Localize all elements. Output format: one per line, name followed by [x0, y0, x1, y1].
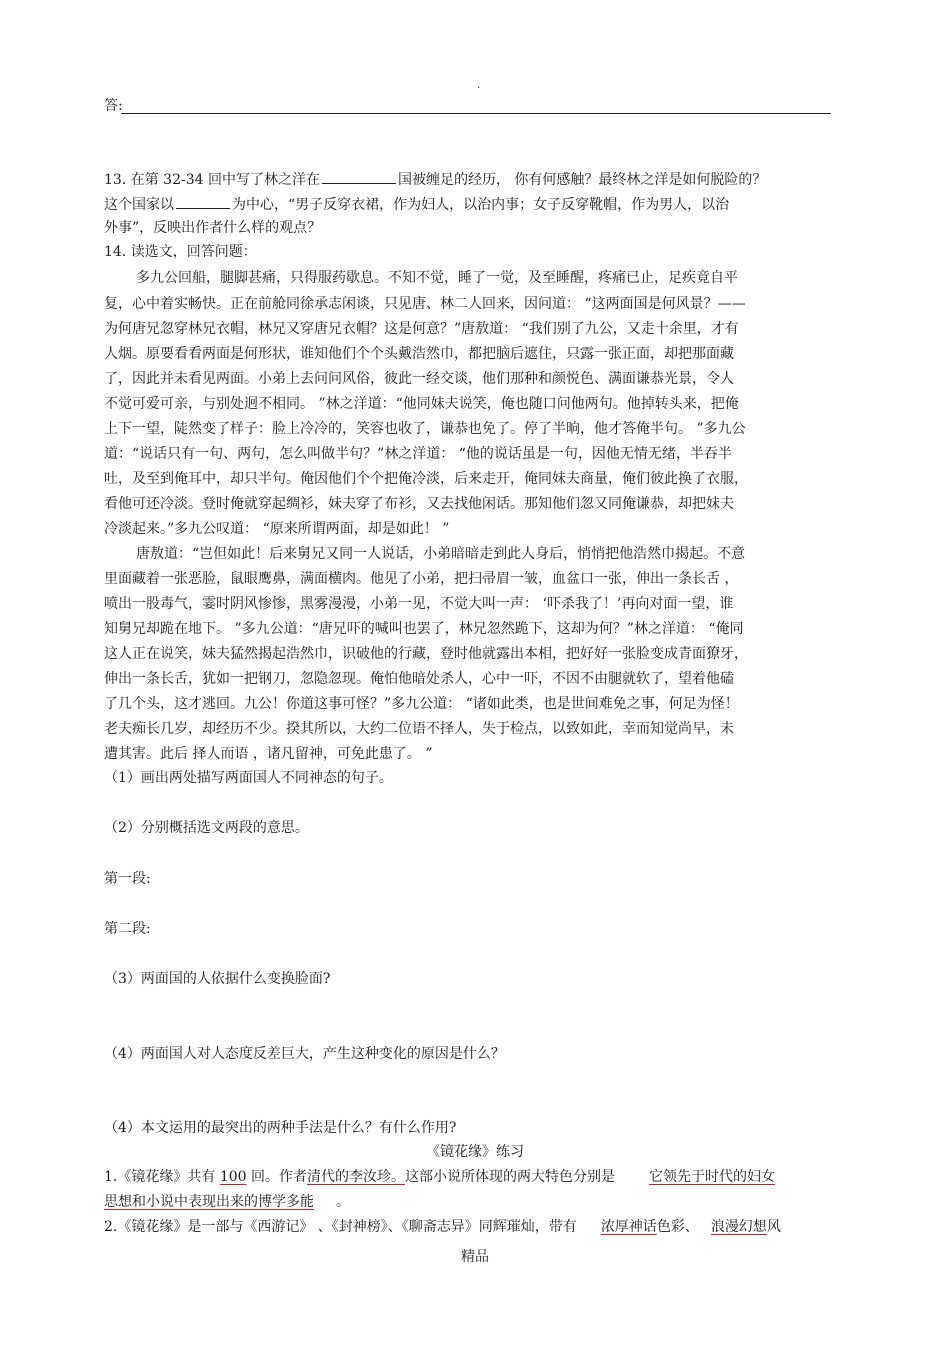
exercise-2-text-a: 2.《镜花缘》是一部与《西游记》 、《封神榜》、《聊斋志异》同辉璀灿，带有 — [104, 1219, 577, 1235]
passage-line: 了，因此并未看见两面。小弟上去问问风俗，彼此一经交谈，他们那种和颜悦色、满面谦恭光景，令人 — [104, 371, 734, 387]
passage-line: 人烟。原要看看两面是何形状，谁知他们个个头戴浩然巾，都把脑后遮住，只露一张正面，却把那面藏 — [104, 346, 734, 362]
passage-line: 为何唐兄忽穿林兄衣帽，林兄又穿唐兄衣帽？这是何意？”唐敖道： “我们别了九公，又走十余里，才有 — [104, 321, 739, 337]
exercise-1-text-a: 1.《镜花缘》共有 — [104, 1169, 220, 1185]
q13-line-2a: 这个国家以 — [104, 197, 174, 213]
passage-line: 知舅兄却跪在地下。 ”多九公道：“唐兄吓的喊叫也罢了，林兄忽然跪下，这却为何？”林之洋道： “俺同 — [104, 621, 744, 637]
exercise-2-text-b: 色彩、 — [656, 1219, 699, 1235]
passage-line: 这人正在说笑，妹夫猛然揭起浩然巾，识破他的行藏，登时他就露出本相，把好好一张脸变成青面獠牙， — [104, 646, 748, 662]
question-3: （3）两面国的人依据什么变换脸面? — [104, 971, 331, 987]
question-5: （4）本文运用的最突出的两种手法是什么？有什么作用? — [104, 1120, 457, 1136]
exercise-1-answer-1: 它领先于时代的妇女 — [649, 1169, 775, 1185]
passage-line: 多九公回船，腿脚甚痛，只得服药歇息。不知不觉，睡了一觉，及至睡醒，疼痛已止，足疾竟自平 — [136, 270, 738, 286]
exercise-1-count: 100 — [219, 1169, 247, 1185]
q13-blank-country[interactable] — [322, 169, 396, 184]
exercise-title: 《镜花缘》练习 — [426, 1144, 524, 1160]
passage-line: 伸出一条长舌，犹如一把钢刀，忽隐忽现。俺怕他暗处杀人，心中一吓，不因不由腿就软了，望着他磕 — [104, 671, 734, 687]
passage-line: 了几个头，这才逃回。九公！你道这事可怪？”多九公道： “诸如此类，也是世间难免之事，何足为怪！ — [104, 696, 739, 712]
q13-blank-center[interactable] — [176, 194, 230, 209]
q13-line-1 — [104, 169, 766, 190]
paragraph-1-label: 第一段: — [104, 871, 151, 887]
passage-line: 唐敖道：“岂但如此！后来舅兄又同一人说话，小弟暗暗走到此人身后，悄悄把他浩然巾揭起。不意 — [136, 546, 746, 562]
exercise-1-text-c: 这部小说所体现的两大特色分别是 — [405, 1169, 615, 1185]
passage-line: 复，心中着实畅快。正在前舱同徐承志闲谈，只见唐、林二人回来，因问道： “这两面国是何风景？—— — [104, 296, 746, 312]
passage-line: 看他可还冷淡。登时俺就穿起绸衫，妹夫穿了布衫，又去找他闲话。那知他们忽又同俺谦恭，却把妹夫 — [104, 496, 734, 512]
passage-line: 不觉可爱可亲，与别处迥不相同。 ”林之洋道：“他同妹夫说笑，俺也随口问他两句。他掉转头来，把俺 — [104, 396, 739, 412]
passage-line: 喷出一股毒气，霎时阴风惨惨，黑雾漫漫，小弟一见，不觉大叫一声： ‘吓杀我了！’再向对面一望，谁 — [104, 596, 734, 612]
exercise-1-author: 清代的李汝珍。 — [307, 1169, 405, 1185]
question-1: （1）画出两处描写两面国人不同神态的句子。 — [104, 770, 393, 786]
question-2: （2）分别概括选文两段的意思。 — [104, 820, 309, 836]
passage-line: 上下一望，陡然变了样子：脸上冷冷的，笑容也收了，谦恭也免了。停了半晌，他才答俺半句。 ”多九公 — [104, 421, 746, 437]
answer-line[interactable] — [121, 113, 831, 114]
q13-line-1b: 国被缠足的经历， 你有何感触？最终林之洋是如何脱险的？ — [397, 172, 767, 188]
answer-label: 答: — [104, 98, 123, 114]
exercise-1-end: 。 — [336, 1194, 350, 1210]
passage-line: 道：“说话只有一句、两句，怎么叫做半句？”林之洋道： “他的说话虽是一句，因他无情无绪，半吞半 — [104, 446, 732, 462]
exercise-2-answer-1: 浓厚神话 — [600, 1219, 657, 1235]
passage-line: 老夫痴长几岁，却经历不少。揆其所以，大约二位语不择人，失于检点，以致如此，幸而知觉尚早，未 — [104, 721, 734, 737]
q13-line-2 — [104, 194, 729, 215]
exercise-2-line-1 — [104, 1217, 781, 1237]
exercise-1-text-b: 回。作者 — [246, 1169, 307, 1185]
passage-line: 冷淡起来。”多九公叹道： “原来所谓两面，却是如此！ ” — [104, 521, 450, 537]
q14-title: 14. 读选文，回答问题： — [104, 244, 257, 260]
q13-line-1a: 13. 在第 32-34 回中写了林之洋在 — [104, 172, 320, 188]
q13-line-3: 外事”，反映出作者什么样的观点？ — [104, 220, 322, 236]
exercise-2-answer-2: 浪漫幻想 — [710, 1219, 767, 1235]
passage-line: 里面藏着一张恶脸，鼠眼鹰鼻，满面横肉。他见了小弟，把扫帚眉一皱，血盆口一张，伸出一条长舌 ， — [104, 571, 739, 587]
passage-line: 遭其害。此后 择人而语 ，诸凡留神，可免此患了。 ” — [104, 746, 433, 762]
header-dot: . — [477, 80, 481, 91]
exercise-1-line-1 — [104, 1167, 775, 1187]
paragraph-2-label: 第二段: — [104, 921, 151, 937]
exercise-1-line-2 — [104, 1192, 350, 1212]
footer-label: 精品 — [461, 1249, 489, 1265]
question-4: （4）两面国人对人态度反差巨大，产生这种变化的原因是什么？ — [104, 1046, 505, 1062]
exercise-2-text-c: 风 — [766, 1219, 781, 1235]
q13-line-2b: 为中心，“男子反穿衣裙，作为妇人，以治内事；女子反穿靴帽，作为男人，以治 — [232, 197, 730, 213]
exercise-1-answer-2: 思想和小说中表现出来的博学多能 — [104, 1194, 314, 1210]
passage-line: 吐，及至到俺耳中，却只半句。俺因他们个个把俺冷淡，后来走开，俺同妹夫商量，俺们彼此换了衣服， — [104, 471, 748, 487]
